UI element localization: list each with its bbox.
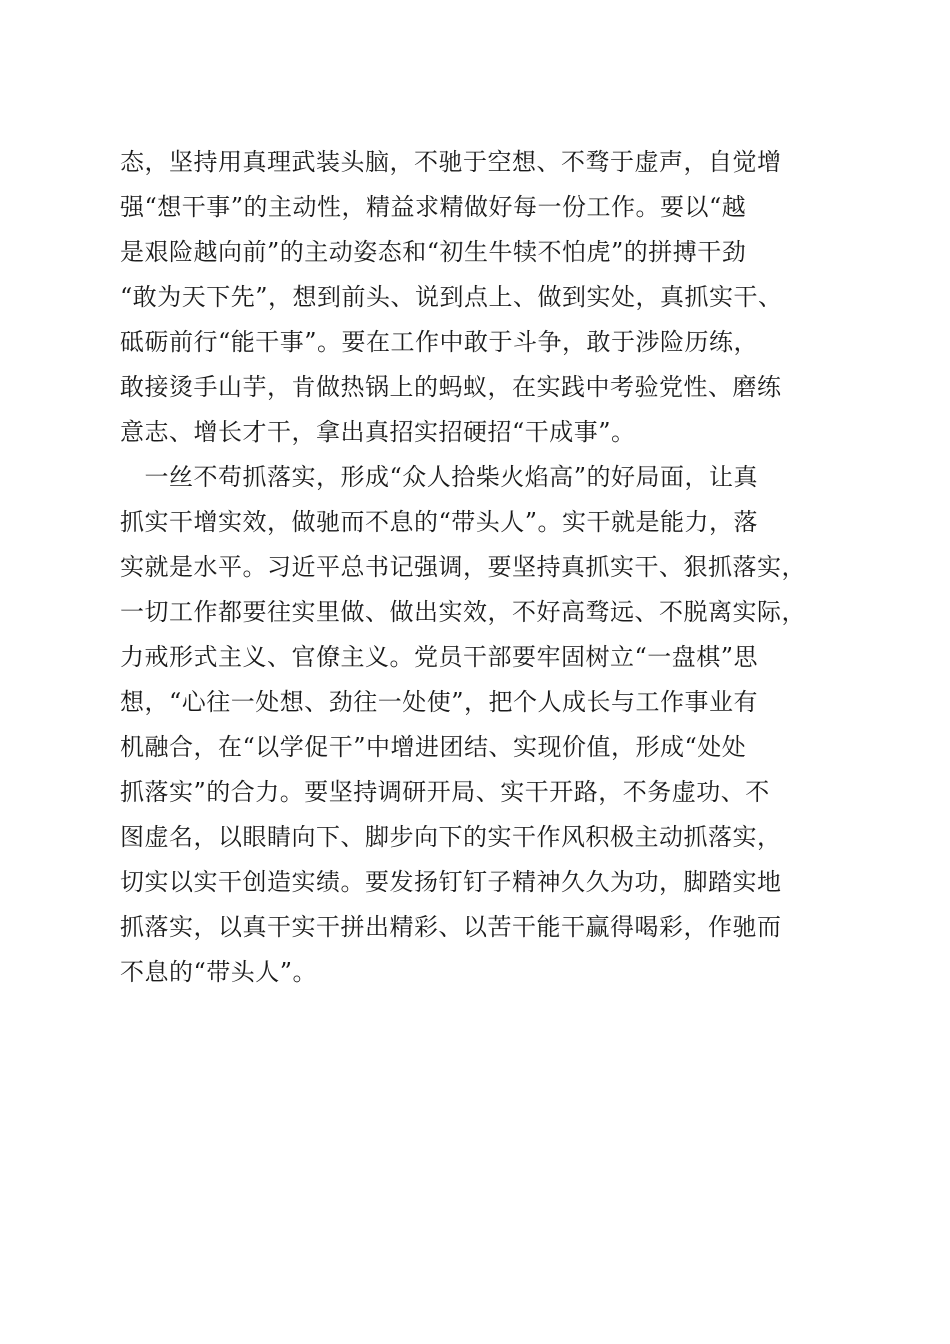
text-line: 敢接烫手山芋，肯做热锅上的蚂蚁，在实践中考验党性、磨练: [120, 373, 782, 401]
text-line: 砥砺前行“能干事”。要在工作中敢于斗争，敢于涉险历练，: [120, 328, 759, 356]
text-line: 意志、增长才干，拿出真招实招硬招“干成事”。: [120, 418, 636, 446]
text-line: 强“想干事”的主动性，精益求精做好每一份工作。要以“越: [120, 193, 747, 221]
paragraph-start-line: 一丝不苟抓落实，形成“众人拾柴火焰高”的好局面，让真: [120, 463, 759, 491]
text-line: 抓落实”的合力。要坚持调研开局、实干开路，不务虚功、不: [120, 778, 770, 806]
text-line: 抓实干增实效，做驰而不息的“带头人”。实干就是能力，落: [120, 508, 759, 536]
text-line: 图虚名，以眼睛向下、脚步向下的实干作风积极主动抓落实，: [120, 823, 782, 851]
text-line: 一切工作都要往实里做、做出实效，不好高骛远、不脱离实际，: [120, 598, 806, 626]
body-text: [120, 140, 840, 995]
text-line: 态，坚持用真理武装头脑，不驰于空想、不骛于虚声，自觉增: [120, 148, 782, 176]
text-line: 切实以实干创造实绩。要发扬钉钉子精神久久为功，脚踏实地: [120, 868, 782, 896]
text-line: 是艰险越向前”的主动姿态和“初生牛犊不怕虎”的拼搏干劲: [120, 238, 747, 266]
text-line: 想，“心往一处想、劲往一处使”，把个人成长与工作事业有: [120, 688, 759, 716]
text-line: 实就是水平。习近平总书记强调，要坚持真抓实干、狠抓落实，: [120, 553, 806, 581]
text-line: 力戒形式主义、官僚主义。党员干部要牢固树立“一盘棋”思: [120, 643, 759, 671]
text-line: “敢为天下先”，想到前头、说到点上、做到实处，真抓实干、: [120, 283, 783, 311]
text-line: 机融合，在“以学促干”中增进团结、实现价值，形成“处处: [120, 733, 747, 761]
text-line: 不息的“带头人”。: [120, 958, 318, 986]
text-line: 抓落实，以真干实干拼出精彩、以苦干能干赢得喝彩，作驰而: [120, 913, 782, 941]
